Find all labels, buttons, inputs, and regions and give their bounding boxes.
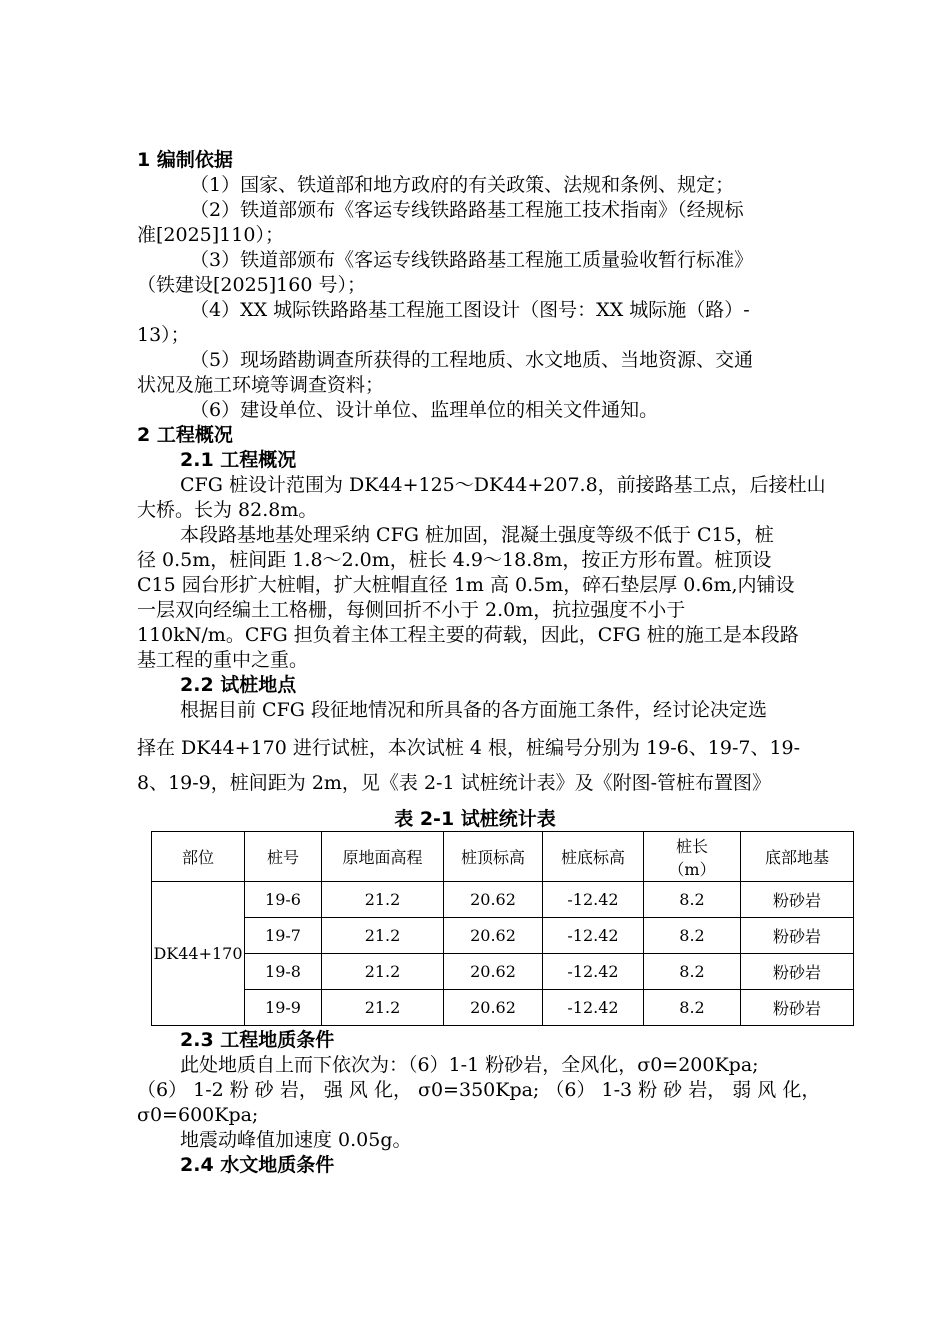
cell-pile-no: 19-9 <box>245 990 322 1026</box>
cell-pile-length: 8.2 <box>644 882 741 918</box>
cell-ground-elevation: 21.2 <box>322 954 444 990</box>
overview-p2-line-3: C15 园台形扩大桩帽，扩大桩帽直径 1m 高 0.5m，碎石垫层厚 0.6m,内铺设 <box>137 574 795 596</box>
basis-item-5-line-2: 状况及施工环境等调查资料； <box>137 374 385 396</box>
cell-pile-length: 8.2 <box>644 990 741 1026</box>
location-cell: DK44+170 <box>152 882 245 1026</box>
overview-p2-line-5: 110kN/m。CFG 担负着主体工程主要的荷载，因此，CFG 桩的施工是本段路 <box>137 624 799 646</box>
test-site-line-2: 择在 DK44+170 进行试桩，本次试桩 4 根，桩编号分别为 19-6、19-7、19- <box>137 737 801 759</box>
section-2-heading: 2 工程概况 <box>137 424 233 446</box>
cell-bottom-elevation: -12.42 <box>543 954 644 990</box>
cell-base-stratum: 粉砂岩 <box>741 954 854 990</box>
overview-p1-line-1: CFG 桩设计范围为 DK44+125～DK44+207.8，前接路基工点，后接杜山 <box>180 474 826 496</box>
table-header-row <box>152 832 854 882</box>
overview-p2-line-6: 基工程的重中之重。 <box>137 649 309 671</box>
cell-pile-no: 19-7 <box>245 918 322 954</box>
geology-line-1: 此处地质自上而下依次为：（6）1-1 粉砂岩，全风化，σ0=200Kpa; <box>180 1054 759 1076</box>
basis-item-2-line-2: 准[2025]110）； <box>137 224 284 246</box>
cell-base-stratum: 粉砂岩 <box>741 990 854 1026</box>
test-site-line-3: 8、19-9，桩间距为 2m，见《表 2-1 试桩统计表》及《附图-管桩布置图》 <box>137 772 772 794</box>
header-pile-length-unit: （m） <box>668 859 716 879</box>
table-row <box>152 990 854 1026</box>
basis-item-4-line-2: 13）； <box>137 324 190 346</box>
overview-p1-line-2: 大桥。长为 82.8m。 <box>137 499 318 521</box>
cell-pile-length: 8.2 <box>644 954 741 990</box>
cell-bottom-elevation: -12.42 <box>543 882 644 918</box>
cell-ground-elevation: 21.2 <box>322 882 444 918</box>
cell-top-elevation: 20.62 <box>444 918 543 954</box>
geology-line-3: σ0=600Kpa; <box>137 1104 259 1126</box>
table-row <box>152 882 854 918</box>
basis-item-2-line-1: （2）铁道部颁布《客运专线铁路路基工程施工技术指南》（经规标 <box>190 199 744 221</box>
cell-top-elevation: 20.62 <box>444 990 543 1026</box>
header-top-elevation: 桩顶标高 <box>444 832 543 882</box>
cell-top-elevation: 20.62 <box>444 954 543 990</box>
header-ground-elevation: 原地面高程 <box>322 832 444 882</box>
seismic-line: 地震动峰值加速度 0.05g。 <box>180 1129 412 1151</box>
table-row <box>152 918 854 954</box>
basis-item-4-line-1: （4）XX 城际铁路路基工程施工图设计（图号：XX 城际施（路）- <box>190 299 750 321</box>
section-1-heading: 1 编制依据 <box>137 149 233 171</box>
table-caption: 表 2-1 试桩统计表 <box>394 808 556 830</box>
cell-pile-no: 19-8 <box>245 954 322 990</box>
cell-ground-elevation: 21.2 <box>322 918 444 954</box>
cell-bottom-elevation: -12.42 <box>543 990 644 1026</box>
basis-item-3-line-2: （铁建设[2025]160 号）； <box>137 274 366 296</box>
cell-pile-no: 19-6 <box>245 882 322 918</box>
overview-p2-line-2: 径 0.5m，桩间距 1.8～2.0m，桩长 4.9～18.8m，按正方形布置。桩顶设 <box>137 549 772 571</box>
cell-base-stratum: 粉砂岩 <box>741 918 854 954</box>
header-base-stratum: 底部地基 <box>741 832 854 882</box>
cell-base-stratum: 粉砂岩 <box>741 882 854 918</box>
basis-item-6: （6）建设单位、设计单位、监理单位的相关文件通知。 <box>190 399 659 421</box>
geology-line-2: （6） 1-2 粉 砂 岩， 强 风 化， σ0=350Kpa; （6） 1-3 粉 砂 岩， 弱 风 化， <box>137 1079 821 1101</box>
basis-item-1: （1）国家、铁道部和地方政府的有关政策、法规和条例、规定； <box>190 174 735 196</box>
subsection-2-1-heading: 2.1 工程概况 <box>180 449 297 471</box>
cell-top-elevation: 20.62 <box>444 882 543 918</box>
cell-bottom-elevation: -12.42 <box>543 918 644 954</box>
header-pile-length <box>644 832 741 882</box>
table-row <box>152 954 854 990</box>
header-pile-no: 桩号 <box>245 832 322 882</box>
header-location: 部位 <box>152 832 245 882</box>
overview-p2-line-4: 一层双向经编土工格栅，每侧回折不小于 2.0m，抗拉强度不小于 <box>137 599 686 621</box>
cell-pile-length: 8.2 <box>644 918 741 954</box>
overview-p2-line-1: 本段路基地基处理采纳 CFG 桩加固，混凝土强度等级不低于 C15，桩 <box>180 524 774 546</box>
subsection-2-3-heading: 2.3 工程地质条件 <box>180 1029 335 1051</box>
basis-item-5-line-1: （5）现场踏勘调查所获得的工程地质、水文地质、当地资源、交通 <box>190 349 754 371</box>
test-pile-table <box>151 831 854 1026</box>
subsection-2-4-heading: 2.4 水文地质条件 <box>180 1154 335 1176</box>
header-pile-length-label: 桩长 <box>675 836 708 856</box>
header-bottom-elevation: 桩底标高 <box>543 832 644 882</box>
cell-ground-elevation: 21.2 <box>322 990 444 1026</box>
basis-item-3-line-1: （3）铁道部颁布《客运专线铁路路基工程施工质量验收暂行标准》 <box>190 249 754 271</box>
subsection-2-2-heading: 2.2 试桩地点 <box>180 674 297 696</box>
test-site-line-1: 根据目前 CFG 段征地情况和所具备的各方面施工条件，经讨论决定选 <box>180 699 767 721</box>
